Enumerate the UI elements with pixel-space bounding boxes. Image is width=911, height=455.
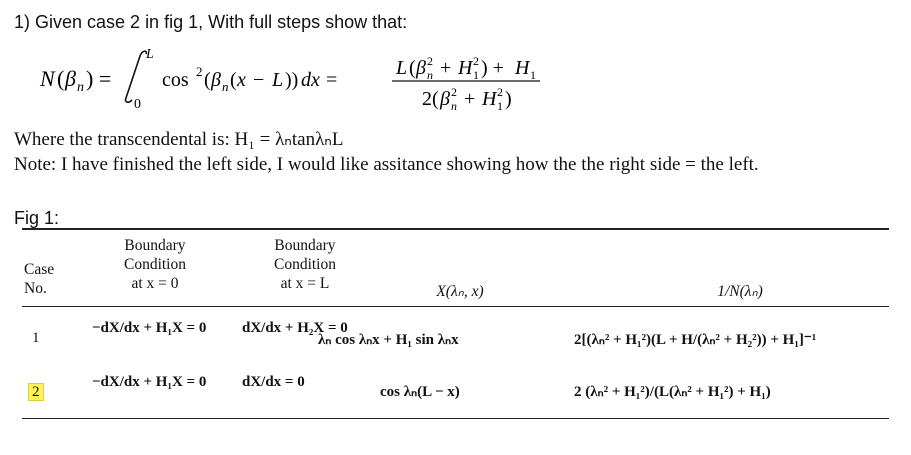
svg-text:β: β — [440, 88, 450, 110]
svg-text:2(: 2( — [422, 88, 439, 110]
row2-X: cos λₙ(L − x) — [380, 384, 460, 400]
table-top-rule — [22, 228, 889, 230]
svg-text:2: 2 — [427, 54, 433, 68]
svg-text:+: + — [464, 88, 476, 110]
svg-text:) +: ) + — [481, 57, 504, 79]
svg-text:dx: dx — [301, 69, 320, 91]
header-bcL: Boundary Condition at x = L — [273, 237, 336, 292]
row1-X: λₙ cos λₙx + H₁ sin λₙx — [318, 332, 459, 348]
svg-text:1: 1 — [530, 68, 536, 82]
figure-table — [0, 226, 911, 426]
svg-text:n: n — [427, 68, 433, 82]
row2-bc0 — [92, 374, 206, 391]
svg-text:(: ( — [230, 69, 237, 91]
svg-text:cos: cos — [162, 69, 189, 91]
svg-text:)): )) — [285, 69, 299, 91]
svg-text:1: 1 — [497, 99, 503, 113]
svg-text:H: H — [515, 57, 530, 79]
svg-text:) =: ) = — [86, 66, 112, 91]
svg-text:2: 2 — [473, 54, 479, 68]
question-text: 1) Given case 2 in fig 1, With full steps show that: — [14, 12, 408, 32]
svg-text:n: n — [77, 80, 84, 95]
svg-text:x: x — [237, 69, 246, 91]
svg-text:−: − — [253, 69, 265, 91]
figure-label: Fig 1: — [14, 208, 60, 228]
row1-bcL-text: dX/dx + H₂X = 0 — [242, 320, 348, 336]
svg-text:2: 2 — [497, 85, 503, 99]
row1-bc0-text: −dX/dx + H₁X = 0 — [92, 320, 207, 336]
main-equation — [40, 48, 600, 118]
row1-case: 1 — [32, 330, 40, 346]
header-case: Case No. — [24, 261, 55, 297]
svg-text:β: β — [211, 69, 221, 91]
row1-bc0 — [92, 320, 206, 337]
svg-text:(: ( — [409, 57, 416, 79]
svg-text:n: n — [222, 79, 229, 94]
svg-text:): ) — [505, 88, 512, 110]
row1-N: 2[(λₙ² + H₁²)(L + H/(λₙ² + H₂²)) + H₁]⁻¹ — [574, 332, 817, 348]
svg-text:1: 1 — [473, 68, 479, 82]
svg-text:=: = — [326, 69, 338, 91]
table-header-rule — [22, 306, 889, 307]
svg-text:N: N — [40, 66, 55, 91]
header-N: 1/N(λₙ) — [717, 283, 763, 300]
row2-case-highlight: 2 — [28, 383, 44, 401]
svg-text:L: L — [396, 57, 408, 79]
svg-text:β: β — [416, 57, 426, 79]
svg-text:0: 0 — [134, 97, 141, 112]
svg-text:L: L — [146, 47, 154, 62]
svg-text:H: H — [458, 57, 473, 79]
table-bottom-rule — [22, 418, 889, 419]
svg-text:2: 2 — [451, 85, 457, 99]
svg-text:(: ( — [204, 69, 211, 91]
svg-text:(: ( — [57, 66, 65, 91]
svg-text:2: 2 — [196, 64, 203, 79]
note-text: Note: I have finished the left side, I would like assitance showing how the the right side = the left. — [14, 154, 759, 175]
transcendental-text: Where the transcendental is: H₁ = λₙtanλₙL — [14, 129, 344, 150]
row2-bc0-text: −dX/dx + H₁X = 0 — [92, 374, 207, 390]
row2-bcL — [242, 374, 305, 391]
svg-text:L: L — [272, 69, 284, 91]
svg-text:β: β — [65, 66, 76, 91]
svg-text:+: + — [440, 57, 452, 79]
svg-text:H: H — [482, 88, 497, 110]
row2-N: 2 (λₙ² + H₁²)/(L(λₙ² + H₁²) + H₁) — [574, 384, 771, 400]
svg-text:n: n — [451, 99, 457, 113]
header-X: X(λₙ, x) — [436, 283, 484, 300]
row2-case — [28, 384, 44, 401]
row2-bcL-text: dX/dx = 0 — [242, 374, 305, 390]
header-bc0: Boundary Condition at x = 0 — [123, 237, 186, 292]
